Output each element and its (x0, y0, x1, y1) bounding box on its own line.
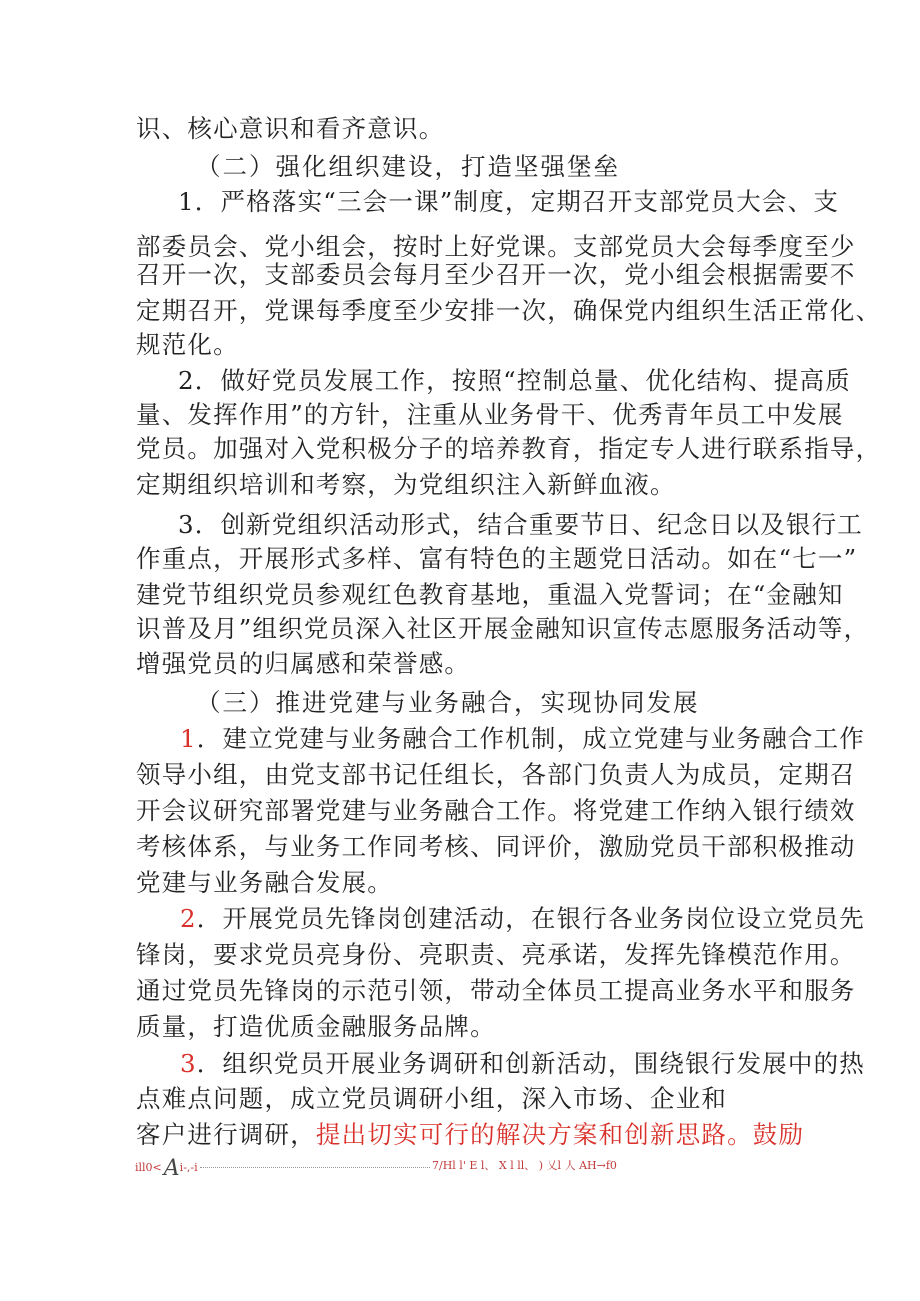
footer-big-letter: A (163, 1156, 180, 1181)
paragraph-line: 领导小组，由党支部书记任组长，各部门负责人为成员，定期召 (136, 760, 856, 789)
item-number: 1 (180, 724, 197, 753)
paragraph-line: 定期召开，党课每季度至少安排一次，确保党内组织生活正常化、 (136, 296, 882, 325)
highlighted-text: 提出切实可行的解决方案和创新思路。鼓励 (315, 1120, 805, 1149)
paragraph-line: 点难点问题，成立党员调研小组，深入市场、企业和 (136, 1084, 728, 1113)
paragraph-line: 党建与业务融合发展。 (136, 868, 393, 897)
paragraph-line (0, 902, 920, 936)
paragraph-line: 通过党员先锋岗的示范引领，带动全体员工提高业务水平和服务 (136, 976, 856, 1005)
paragraph-line (0, 1047, 920, 1081)
item-number: 3 (180, 1049, 197, 1078)
footer-left-text (135, 1156, 198, 1181)
paragraph-text: ．建立党建与业务融合工作机制，成立党建与业务融合工作 (196, 724, 865, 753)
paragraph-text: 客户进行调研， (136, 1120, 316, 1149)
item-number: 2 (180, 904, 197, 933)
paragraph-line: 2．做好党员发展工作，按照“控制总量、优化结构、提高质 (178, 366, 852, 395)
paragraph-line: 部委员会、党小组会，按时上好党课。支部党员大会每季度至少 (136, 232, 856, 261)
paragraph-line: 建党节组织党员参观红色教育基地，重温入党誓词；在“金融知 (136, 580, 844, 609)
paragraph-line (0, 1118, 920, 1152)
paragraph-text: ．组织党员开展业务调研和创新活动，围绕银行发展中的热 (196, 1049, 865, 1078)
footer-dotted-rule (200, 1167, 430, 1168)
section-heading-3: （三）推进党建与业务融合，实现协同发展 (196, 688, 700, 717)
paragraph-line: 识、核心意识和看齐意识。 (136, 114, 445, 143)
paragraph-line: 党员。加强对入党积极分子的培养教育，指定专人进行联系指导， (136, 434, 882, 463)
paragraph-line: 识普及月”组织党员深入社区开展金融知识宣传志愿服务活动等， (136, 614, 870, 643)
paragraph-line: 作重点，开展形式多样、富有特色的主题党日活动。如在“七一” (136, 544, 858, 573)
paragraph-line (0, 722, 920, 756)
section-heading-2: （二）强化组织建设，打造坚强堡垒 (196, 152, 620, 181)
paragraph-text: ．开展党员先锋岗创建活动，在银行各业务岗位设立党员先 (196, 904, 865, 933)
paragraph-line: 召开一次，支部委员会每月至少召开一次，党小组会根据需要不 (136, 260, 856, 289)
paragraph-line: 开会议研究部署党建与业务融合工作。将党建工作纳入银行绩效 (136, 796, 856, 825)
paragraph-line: 1．严格落实“三会一课”制度，定期召开支部党员大会、支 (178, 187, 840, 216)
paragraph-line: 锋岗，要求党员亮身份、亮职责、亮承诺，发挥先锋模范作用。 (136, 940, 856, 969)
paragraph-line: 规范化。 (136, 330, 239, 359)
footer-left-prefix: ill0< (135, 1161, 162, 1174)
paragraph-line: 质量，打造优质金融服务品牌。 (136, 1012, 496, 1041)
paragraph-line: 3．创新党组织活动形式，结合重要节日、纪念日以及银行工 (178, 510, 863, 539)
paragraph-line: 量、发挥作用”的方针，注重从业务骨干、优秀青年员工中发展 (136, 400, 844, 429)
paragraph-line: 考核体系，与业务工作同考核、同评价，激励党员干部积极推动 (136, 832, 856, 861)
footer-left-suffix: i-,-i (179, 1161, 198, 1174)
footer-right-text: 7/Hl l' E l、 X l ll、 ) 乂l 人 AH→f0 (432, 1159, 617, 1172)
paragraph-line: 增强党员的归属感和荣誉感。 (136, 649, 471, 678)
paragraph-line: 定期组织培训和考察，为党组织注入新鲜血液。 (136, 470, 676, 499)
